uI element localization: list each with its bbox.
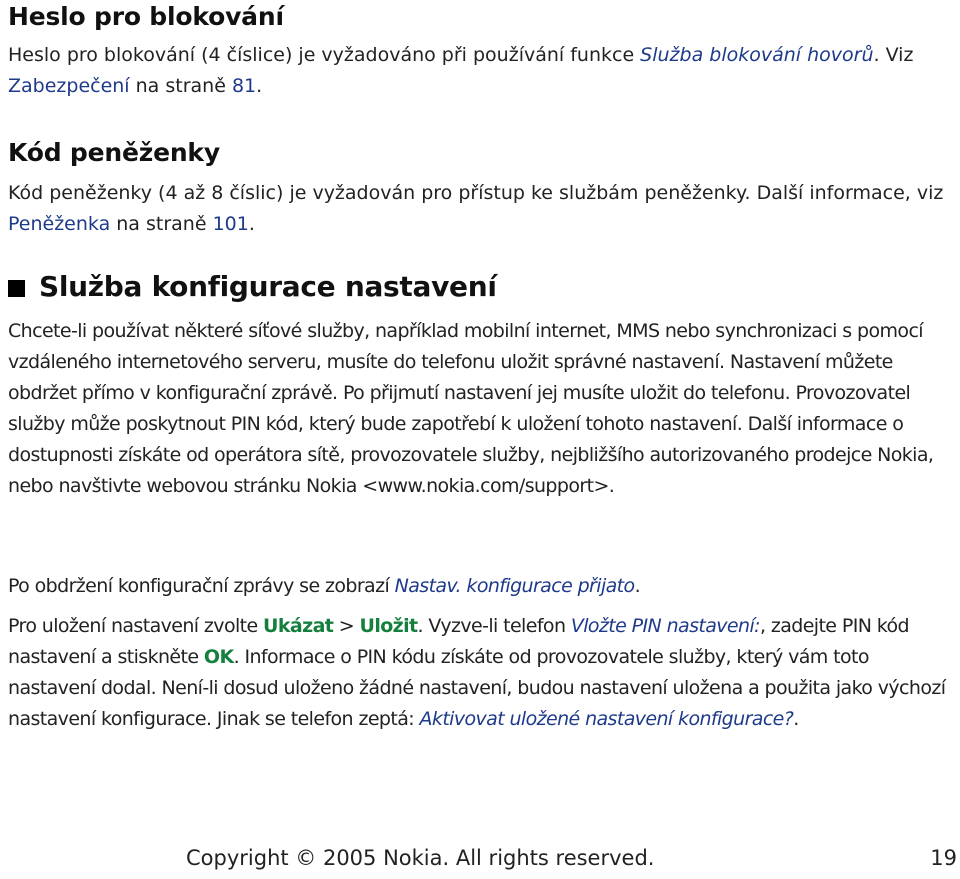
- config-text: . Vyzve-li telefon: [417, 615, 571, 637]
- config-text: .: [793, 708, 799, 730]
- wallet-text: Kód peněženky (4 až 8 číslic) je vyžadován pro přístup ke službám peněženky. Další informace, viz: [8, 182, 944, 204]
- section-title-blocking: Heslo pro blokování: [8, 2, 284, 31]
- config-text: Po obdržení konfigurační zprávy se zobrazí: [8, 575, 395, 597]
- config-text: >: [333, 615, 360, 637]
- blocking-text: Heslo pro blokování (4 číslice) je vyžadováno při používání funkce: [8, 44, 641, 66]
- wallet-link[interactable]: Peněženka: [8, 213, 111, 235]
- config-text: , zadejte PIN kód nastavení a stiskněte: [8, 615, 909, 668]
- call-barring-service-link[interactable]: Služba blokování hovorů: [640, 44, 874, 66]
- page-reference-link[interactable]: 101: [212, 213, 249, 235]
- security-link[interactable]: Zabezpečení: [8, 75, 130, 97]
- page-number: 19: [930, 846, 957, 870]
- config-heading: [8, 270, 497, 303]
- section-title-wallet: Kód peněženky: [8, 138, 220, 167]
- display-message-text: Nastav. konfigurace přijato: [394, 575, 635, 597]
- pin-prompt-text: Vložte PIN nastavení:: [570, 615, 760, 637]
- page-footer: [0, 846, 960, 878]
- copyright-notice: Copyright © 2005 Nokia. All rights reserved.: [186, 846, 655, 870]
- bullet-square-icon: [8, 280, 25, 297]
- blocking-text: na straně: [129, 75, 232, 97]
- page-reference-link[interactable]: 81: [231, 75, 257, 97]
- blocking-paragraph: [8, 40, 948, 102]
- wallet-text: na straně: [110, 213, 213, 235]
- config-paragraph-1: Chcete-li používat některé síťové služby, například mobilní internet, MMS nebo synchronizaci s pomocí vzdáleného internetového serveru, musíte do telefonu uložit správné nastavení. Nastavení můžete obdržet přímo v konfigurační zprávě. Po přijmutí nastavení jej musíte uložit do telefonu. Provozovatel služby může poskytnout PIN kód, který bude zapotřebí k uložení tohoto nastavení. Další informace o dostupnosti získáte od operátora sítě, provozovatele služby, nejbližšího autorizovaného prodejce Nokia, nebo navštivte webovou stránku Nokia <www.nokia.com/support>.: [8, 320, 934, 497]
- show-softkey: Ukázat: [263, 615, 334, 637]
- ok-softkey: OK: [203, 646, 234, 668]
- save-softkey: Uložit: [359, 615, 418, 637]
- config-paragraph-2: [8, 571, 948, 602]
- config-text: Pro uložení nastavení zvolte: [8, 615, 264, 637]
- blocking-text: . Viz: [873, 44, 914, 66]
- blocking-text: .: [256, 75, 263, 97]
- wallet-paragraph: [8, 178, 948, 240]
- config-text: .: [634, 575, 641, 597]
- config-paragraph-3: [8, 611, 948, 735]
- wallet-text: .: [248, 213, 255, 235]
- config-text: . Informace o PIN kódu získáte od provozovatele služby, který vám toto nastavení dodal. Není-li dosud uloženo žádné nastavení, budou nastavení uložena a použita jako výchozí nastavení konfigurace. Jinak se telefon zeptá:: [8, 646, 946, 730]
- section-title-config: Služba konfigurace nastavení: [39, 270, 497, 303]
- activate-prompt-text: Aktivovat uložené nastavení konfigurace?: [419, 708, 794, 730]
